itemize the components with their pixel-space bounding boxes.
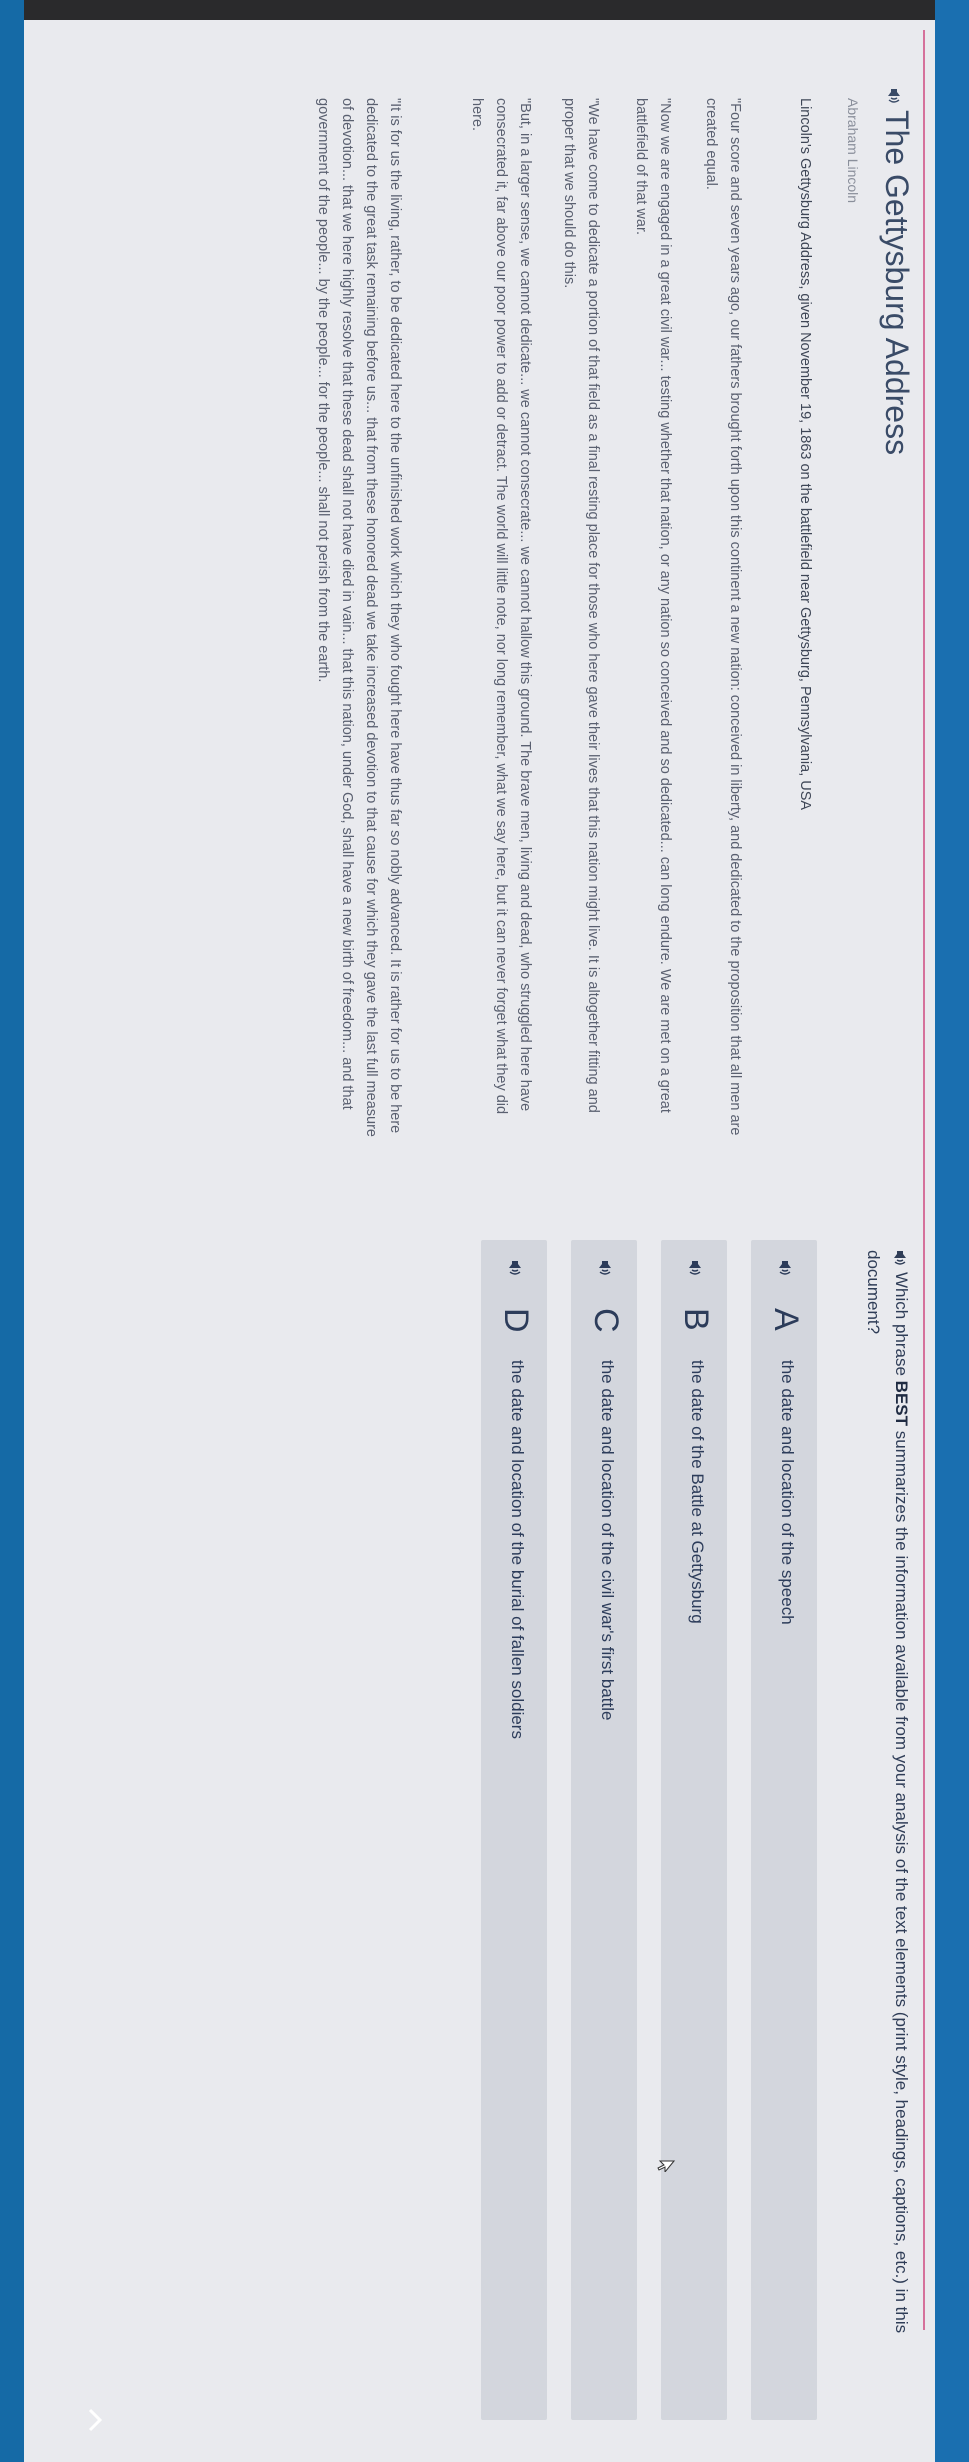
- speaker-icon[interactable]: [887, 88, 901, 104]
- passage-paragraph: "It is for us the living, rather, to be dedicated here to the unfinished work which they who fought here have thus far so nobly advanced. It is rather for us to be here dedicated to the great task remaining before us... that from these honored dead we take increased devotion to that cause for which they gave the last full measure of devotion... that we here highly resolve that these dead shall not have died in vain... that this nation, under God, shall have a new birth of freedom... and that government of the people... by the people... for the people... shall not perish from the earth.: [315, 98, 403, 1137]
- speaker-icon[interactable]: [508, 1260, 522, 1276]
- speaker-icon[interactable]: [688, 1260, 702, 1276]
- question-panel: [24, 1250, 935, 2430]
- answer-option-c[interactable]: [571, 1240, 637, 2420]
- option-text: the date and location of the burial of fallen soldiers: [508, 1360, 527, 1739]
- device-bezel-left: [0, 0, 24, 2462]
- passage-paragraph: "We have come to dedicate a portion of that field as a final resting place for those who here gave their lives that this nation might live. It is altogether fitting and proper that we should do this.: [561, 98, 601, 1113]
- option-text: the date of the Battle at Gettysburg: [688, 1360, 707, 1624]
- passage-panel: [24, 58, 935, 1218]
- device-bezel-right: [935, 0, 969, 2462]
- question-emphasis: BEST: [892, 1380, 911, 1427]
- option-letter: C: [587, 1308, 625, 1333]
- passage-paragraph: "Four score and seven years ago, our fathers brought forth upon this continent a new nation: conceived in liberty, and dedicated to the proposition that all men are created equal.: [703, 98, 743, 1136]
- speaker-icon[interactable]: [893, 1250, 907, 1266]
- speaker-icon[interactable]: [598, 1260, 612, 1276]
- screen: [24, 20, 935, 2462]
- mouse-cursor-icon: [657, 2160, 675, 2172]
- option-letter: D: [497, 1308, 535, 1333]
- chevron-icon[interactable]: [75, 2400, 115, 2440]
- answer-option-b[interactable]: [661, 1240, 727, 2420]
- rotated-content: [24, 20, 935, 2462]
- passage-paragraph: "But, in a larger sense, we cannot dedicate... we cannot consecrate... we cannot hallow this ground. The brave men, living and dead, who struggled here have consecrated it, far above our poor power to add or detract. The world will little note, nor long remember, what we say here, but it can never forget what they did here.: [469, 98, 533, 1115]
- passage-paragraph: Lincoln's Gettysburg Address, given November 19, 1863 on the battlefield near Gettysburg, Pennsylvania, USA: [797, 98, 813, 811]
- speaker-icon[interactable]: [778, 1260, 792, 1276]
- answer-option-a[interactable]: [751, 1240, 817, 2420]
- question-stem: Which phrase BEST summarizes the information available from your analysis of the text elements (print style, headings, captions, etc.) in this document?: [864, 1250, 911, 2334]
- option-letter: B: [677, 1308, 715, 1331]
- option-letter: A: [767, 1308, 805, 1331]
- option-text: the date and location of the speech: [778, 1360, 797, 1625]
- passage-title: The Gettysburg Address: [878, 88, 915, 455]
- passage-author: Abraham Lincoln: [845, 98, 861, 204]
- answer-option-d[interactable]: [481, 1240, 547, 2420]
- passage-paragraph: "Now we are engaged in a great civil war... testing whether that nation, or any nation so conceived and so dedicated... can long endure. We are met on a great battlefield of that war.: [633, 98, 673, 1113]
- option-text: the date and location of the civil war's first battle: [598, 1360, 617, 1721]
